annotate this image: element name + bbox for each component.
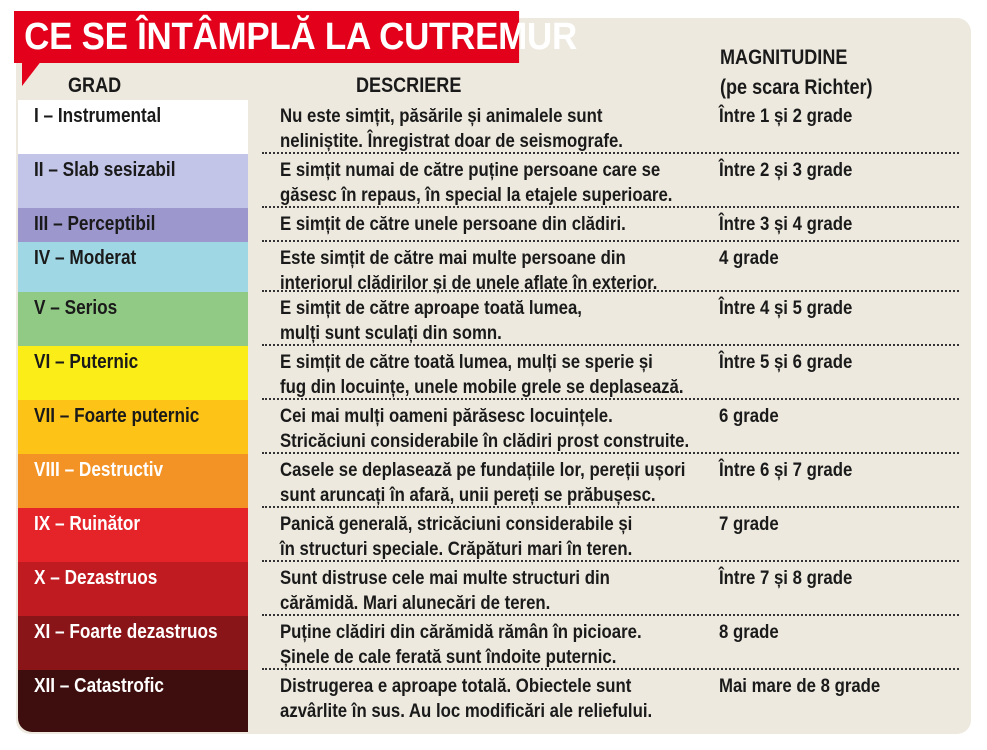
description-line: Nu este simțit, păsările și animalele sunt (280, 105, 603, 127)
grade-cell (18, 346, 248, 400)
description-line: E simțit numai de către puține persoane care se (280, 159, 661, 181)
table-row (18, 508, 969, 562)
description-cell (280, 404, 720, 454)
description-line: Șinele de cale ferată sunt îndoite puternic. (280, 646, 617, 668)
description-line: Sunt distruse cele mai multe structuri din (280, 567, 610, 589)
table-row (18, 208, 969, 242)
description-line: interiorul clădirilor și de unele aflate în exterior. (280, 272, 658, 294)
magnitude-cell (719, 350, 959, 375)
description-line: E simțit de către toată lumea, mulți se sperie și (280, 351, 653, 373)
table-row (18, 154, 969, 208)
description-cell (280, 674, 720, 724)
grade-label: VII – Foarte puternic (34, 405, 200, 427)
magnitude-cell (719, 458, 959, 483)
description-line: sunt aruncați în afară, unii pereți se prăbușesc. (280, 484, 656, 506)
description-line: mulți sunt sculați din somn. (280, 322, 502, 344)
magnitude-value: 6 grade (719, 405, 779, 427)
description-cell (280, 246, 720, 296)
description-line: în structuri speciale. Crăpături mari în teren. (280, 538, 633, 560)
magnitude-value: 8 grade (719, 621, 779, 643)
magnitude-cell (719, 158, 959, 183)
grade-cell (18, 454, 248, 508)
magnitude-value: Între 5 și 6 grade (719, 351, 853, 373)
description-cell (280, 512, 720, 562)
description-line: Este simțit de către mai multe persoane din (280, 247, 626, 269)
grade-column-header: GRAD (68, 74, 122, 97)
magnitude-value: Între 7 și 8 grade (719, 567, 853, 589)
magnitude-value: 7 grade (719, 513, 779, 535)
grade-label: IV – Moderat (34, 247, 137, 269)
description-line: Panică generală, stricăciuni considerabile și (280, 513, 633, 535)
magnitude-cell (719, 566, 959, 591)
magnitude-value: Între 2 și 3 grade (719, 159, 853, 181)
grade-cell (18, 400, 248, 454)
magnitude-value: 4 grade (719, 247, 779, 269)
description-line: Distrugerea e aproape totală. Obiectele sunt (280, 675, 632, 697)
description-cell (280, 566, 720, 616)
grade-cell (18, 154, 248, 208)
description-line: Casele se deplasează pe fundațiile lor, pereții ușori (280, 459, 686, 481)
page-title: CE SE ÎNTÂMPLĂ LA CUTREMUR (14, 11, 519, 63)
description-line: găsesc în repaus, în special la etajele superioare. (280, 184, 673, 206)
grade-cell (18, 208, 248, 242)
description-line: Cei mai mulți oameni părăsesc locuințele. (280, 405, 613, 427)
magnitude-cell (719, 104, 959, 129)
magnitude-cell (719, 674, 959, 699)
magnitude-cell (719, 512, 959, 537)
table-row (18, 346, 969, 400)
magnitude-column-header (720, 43, 873, 103)
magnitude-value: Între 6 și 7 grade (719, 459, 853, 481)
description-line: azvârlite în sus. Au loc modificări ale reliefului. (280, 700, 653, 722)
grade-cell (18, 508, 248, 562)
description-cell (280, 212, 720, 237)
description-line: fug din locuințe, unele mobile grele se deplasează. (280, 376, 684, 398)
table-row (18, 454, 969, 508)
magnitude-value: Între 1 și 2 grade (719, 105, 853, 127)
table-row (18, 242, 969, 292)
table-row (18, 292, 969, 346)
grade-label: III – Perceptibil (34, 213, 156, 235)
banner-tail-shape (22, 60, 42, 86)
magnitude-header-line2: (pe scara Richter) (720, 76, 873, 99)
description-line: E simțit de către aproape toată lumea, (280, 297, 582, 319)
grade-cell (18, 562, 248, 616)
description-cell (280, 104, 720, 154)
description-cell (280, 620, 720, 670)
grade-label: XI – Foarte dezastruos (34, 621, 218, 643)
magnitude-cell (719, 212, 959, 237)
description-cell (280, 158, 720, 208)
grade-label: IX – Ruinător (34, 513, 141, 535)
table-row (18, 100, 969, 154)
grade-label: II – Slab sesizabil (34, 159, 176, 181)
grade-label: XII – Catastrofic (34, 675, 165, 697)
table-row (18, 562, 969, 616)
magnitude-value: Între 3 și 4 grade (719, 213, 853, 235)
grade-label: V – Serios (34, 297, 118, 319)
grade-cell (18, 616, 248, 670)
description-column-header: DESCRIERE (356, 74, 462, 97)
magnitude-value: Mai mare de 8 grade (719, 675, 881, 697)
grade-cell (18, 670, 248, 732)
magnitude-value: Între 4 și 5 grade (719, 297, 853, 319)
description-line: cărămidă. Mari alunecări de teren. (280, 592, 551, 614)
description-cell (280, 458, 720, 508)
grade-label: X – Dezastruos (34, 567, 158, 589)
magnitude-cell (719, 404, 959, 429)
description-cell (280, 296, 720, 346)
grade-cell (18, 242, 248, 292)
grade-cell (18, 292, 248, 346)
magnitude-header-line1: MAGNITUDINE (720, 46, 848, 69)
grade-label: I – Instrumental (34, 105, 162, 127)
description-line: E simțit de către unele persoane din clădiri. (280, 213, 626, 235)
table-row (18, 616, 969, 670)
description-cell (280, 350, 720, 400)
description-line: neliniștite. Înregistrat doar de seismografe. (280, 130, 623, 152)
description-line: Puține clădiri din cărămidă rămân în picioare. (280, 621, 642, 643)
magnitude-cell (719, 296, 959, 321)
table-row (18, 670, 969, 732)
grade-label: VI – Puternic (34, 351, 139, 373)
magnitude-cell (719, 620, 959, 645)
description-line: Stricăciuni considerabile în clădiri prost construite. (280, 430, 690, 452)
table-row (18, 400, 969, 454)
grade-cell (18, 100, 248, 154)
grade-label: VIII – Destructiv (34, 459, 164, 481)
magnitude-cell (719, 246, 959, 271)
